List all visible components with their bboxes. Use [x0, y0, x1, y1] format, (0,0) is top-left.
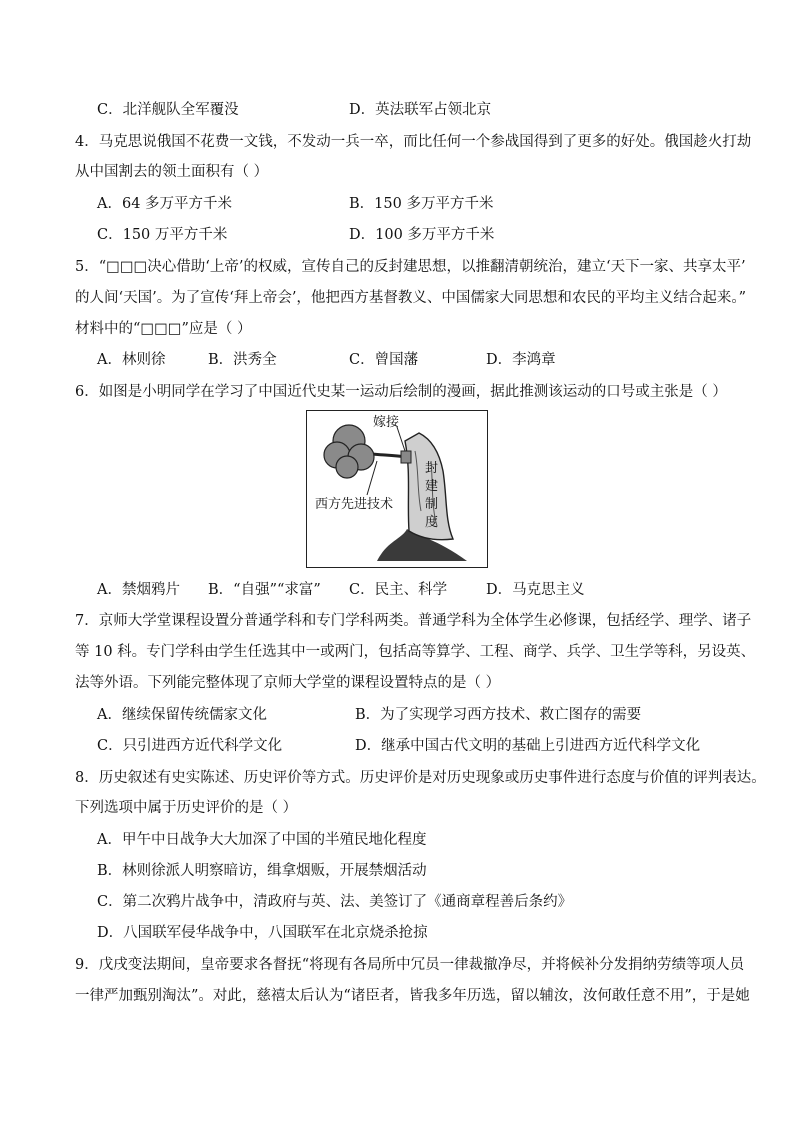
grafting-cartoon [306, 410, 488, 568]
q5-option-d: D．李鸿章 [486, 352, 556, 368]
q4-option-a: A．64 多万平方千米 [97, 196, 233, 212]
graft-label: 嫁接 [373, 415, 400, 430]
q6-option-b: B．“自强”“求富” [208, 582, 321, 598]
q8-stem-line1: 8．历史叙述有史实陈述、历史评价等方式。历史评价是对历史现象或历史事件进行态度与价值的评判表达。 [75, 770, 766, 786]
q4-option-d: D．100 多万平方千米 [349, 227, 495, 243]
q4-stem-line2: 从中国割去的领土面积有（ ） [75, 164, 269, 180]
q8-option-b: B．林则徐派人明察暗访，缉拿烟贩，开展禁烟活动 [97, 863, 427, 879]
q4-stem-line1: 4．马克思说俄国不花费一文钱，不发动一兵一卒，而比任何一个参战国得到了更多的好处。俄国趁火打劫 [75, 134, 752, 150]
q3-option-d: D．英法联军占领北京 [349, 102, 492, 118]
q7-stem-line3: 法等外语。下列能完整体现了京师大学堂的课程设置特点的是（ ） [75, 675, 501, 691]
q4-option-b: B．150 多万平方千米 [349, 196, 494, 212]
q5-option-a: A．林则徐 [97, 352, 166, 368]
q6-stem: 6．如图是小明同学在学习了中国近代史某一运动后绘制的漫画，据此推测该运动的口号或主张是（ ） [75, 384, 727, 400]
q9-stem-line1: 9．戊戌变法期间，皇帝要求各督抚“将现有各局所中冗员一律裁撤净尽，并将候补分发捐纳劳绩等项人员 [75, 957, 745, 973]
q8-option-a: A．甲午中日战争大大加深了中国的半殖民地化程度 [97, 832, 427, 848]
branch-label: 西方先进技术 [315, 497, 394, 512]
q6-option-c: C．民主、科学 [349, 582, 448, 598]
q7-stem-line1: 7．京师大学堂课程设置分普通学科和专门学科两类。普通学科为全体学生必修课，包括经学、理学、诸子 [75, 613, 752, 629]
trunk-label-4: 度 [425, 515, 439, 530]
cartoon-illustration [307, 411, 486, 566]
q5-option-b: B．洪秀全 [208, 352, 277, 368]
q7-stem-line2: 等 10 科。专门学科由学生任选其中一或两门，包括高等算学、工程、商学、兵学、卫生学等科，另设英、 [75, 644, 756, 660]
q8-stem-line2: 下列选项中属于历史评价的是（ ） [75, 800, 298, 816]
q5-stem-line1: 5．“□□□决心借助‘上帝’的权威，宣传自己的反封建思想，以推翻清朝统治，建立‘天下一家、共享太平’ [75, 259, 746, 275]
trunk-label-3: 制 [425, 497, 439, 512]
q4-option-c: C．150 万平方千米 [97, 227, 228, 243]
q5-stem-line2: 的人间‘天国’。为了宣传‘拜上帝会’，他把西方基督教义、中国儒家大同思想和农民的平均主义结合起来。” [75, 290, 747, 306]
q7-option-b: B．为了实现学习西方技术、救亡图存的需要 [355, 707, 642, 723]
q9-stem-line2: 一律严加甄别淘汰”。对此，慈禧太后认为“诸臣者，皆我多年历选，留以辅汝，汝何敢任意不用”，于是她 [75, 988, 750, 1004]
q5-option-c: C．曾国藩 [349, 352, 419, 368]
q6-option-d: D．马克思主义 [486, 582, 585, 598]
q7-option-c: C．只引进西方近代科学文化 [97, 738, 283, 754]
q7-option-d: D．继承中国古代文明的基础上引进西方近代科学文化 [355, 738, 701, 754]
q3-option-c: C．北洋舰队全军覆没 [97, 102, 239, 118]
q8-option-d: D．八国联军侵华战争中，八国联军在北京烧杀抢掠 [97, 925, 428, 941]
foliage-icon [324, 425, 374, 478]
trunk-label-2: 建 [425, 479, 439, 494]
trunk-label-1: 封 [425, 461, 439, 476]
q7-option-a: A．继续保留传统儒家文化 [97, 707, 267, 723]
q5-stem-line3: 材料中的“□□□”应是（ ） [75, 321, 252, 337]
q6-option-a: A．禁烟鸦片 [97, 582, 180, 598]
q8-option-c: C．第二次鸦片战争中，清政府与英、法、美签订了《通商章程善后条约》 [97, 894, 573, 910]
